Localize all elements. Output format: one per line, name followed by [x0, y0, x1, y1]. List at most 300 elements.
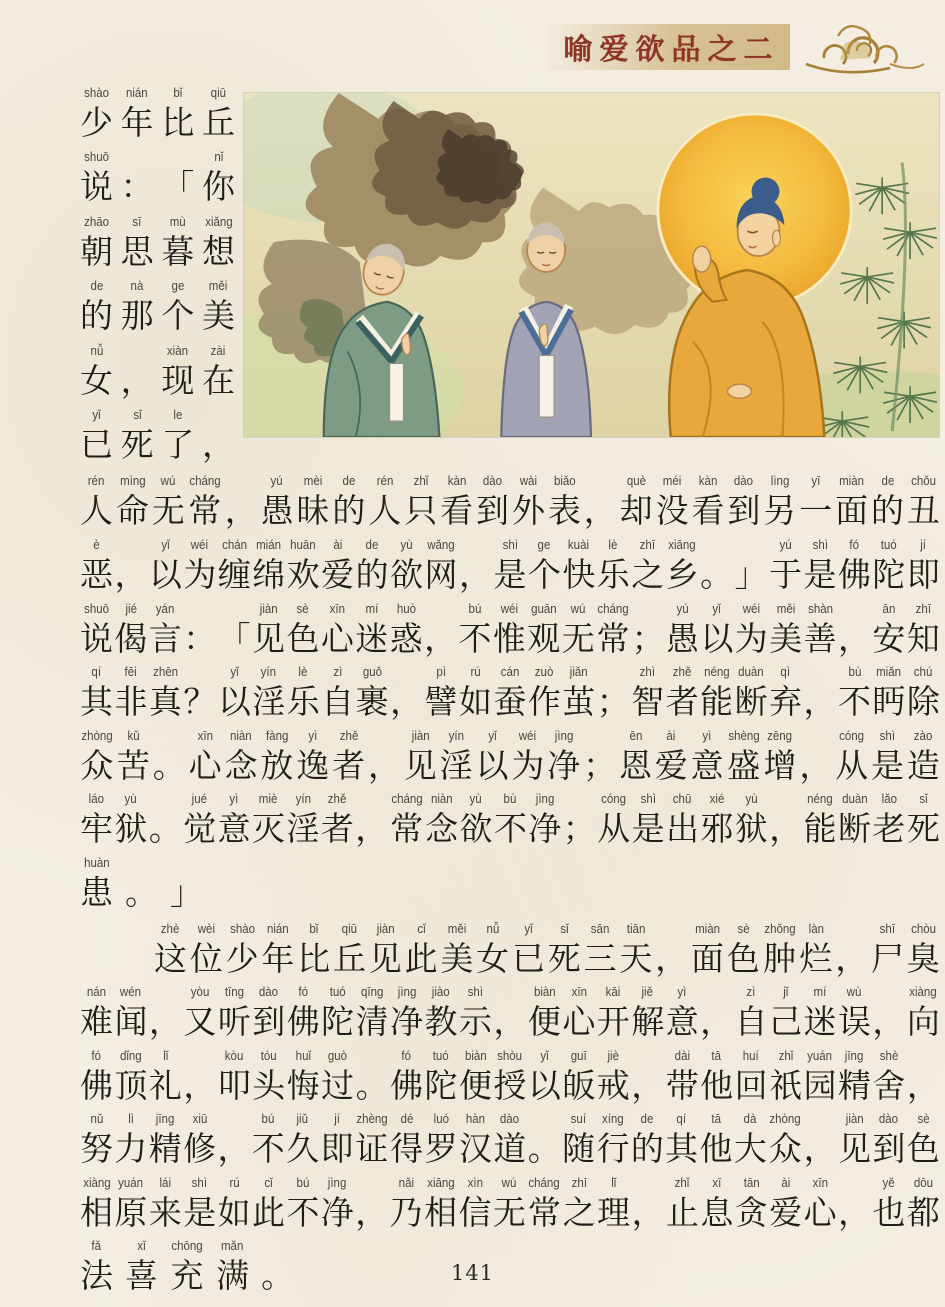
ruby-character: zhě 者 [320, 792, 354, 849]
ruby-character: zhī 之 [562, 1175, 596, 1232]
ruby-character: xiū 修 [183, 1112, 217, 1169]
page-content [80, 85, 940, 1302]
text-line [80, 149, 235, 213]
punctuation: 。 [700, 554, 734, 594]
ruby-character: tān 贪 [734, 1175, 768, 1232]
ruby-character: shì 示 [458, 985, 492, 1042]
text-line [80, 855, 940, 919]
ruby-character: ān 安 [872, 601, 906, 658]
punctuation: ； [596, 682, 630, 722]
ruby-character: láo 牢 [80, 792, 113, 849]
ruby-character: lǐ 礼 [148, 1048, 182, 1105]
ruby-character: yú 于 [769, 537, 803, 594]
punctuation: ， [769, 809, 803, 849]
ruby-character: yín 淫 [286, 792, 320, 849]
ruby-character: nǚ 女 [80, 343, 113, 400]
ruby-character: yú 愚 [665, 601, 699, 658]
ruby-character: wù 误 [837, 985, 871, 1042]
ruby-character: sè 色 [906, 1112, 940, 1169]
ruby-character: zhāo 朝 [80, 214, 113, 271]
ruby-character: yǐ 以 [700, 601, 734, 658]
ruby-character: yì 意 [665, 985, 699, 1042]
ruby-character: shì 是 [803, 537, 837, 594]
ruby-character: lè 乐 [286, 665, 320, 722]
ruby-character: nǔ 努 [80, 1112, 113, 1169]
ruby-character: fó 佛 [286, 985, 320, 1042]
text-line [80, 85, 235, 149]
ruby-character: zhè 这 [154, 921, 187, 978]
ruby-character: yín 淫 [439, 728, 473, 785]
ruby-character: fó 佛 [390, 1048, 424, 1105]
ruby-character: rén 人 [80, 474, 113, 531]
punctuation: ， [803, 682, 837, 722]
ruby-character: jié 偈 [114, 601, 148, 658]
ruby-character: yě 也 [872, 1175, 906, 1232]
ruby-character: dào 到 [252, 985, 286, 1042]
ruby-character: yù 狱 [734, 792, 768, 849]
punctuation: 「 [161, 167, 195, 207]
ruby-character: yòu 又 [183, 985, 217, 1042]
ruby-character: chǒu 丑 [906, 474, 940, 531]
ruby-character: xiàng 向 [906, 985, 940, 1042]
ruby-character: wài 外 [511, 474, 545, 531]
ruby-character: wéi 为 [734, 601, 768, 658]
punctuation: ， [183, 1065, 217, 1105]
ruby-character: měi 美 [769, 601, 803, 658]
ruby-character: dào 到 [727, 474, 761, 531]
ruby-character: kàn 看 [440, 474, 474, 531]
ruby-character: xìn 信 [458, 1175, 492, 1232]
ruby-character: tā 他 [699, 1112, 733, 1169]
ruby-character: néng 能 [803, 792, 837, 849]
ruby-character: le 了 [161, 407, 195, 464]
ruby-character: tā 他 [700, 1048, 734, 1105]
ruby-character: huàn 患 [80, 855, 113, 912]
ruby-character: nǚ 女 [476, 921, 510, 978]
punctuation: ， [700, 1002, 734, 1042]
ruby-character: yī 一 [799, 474, 833, 531]
ruby-character: zēng 增 [763, 728, 797, 785]
ruby-character: chán 缠 [217, 537, 251, 594]
ruby-character: zhě 者 [665, 665, 699, 722]
ruby-character: xíng 行 [596, 1112, 630, 1169]
ruby-character: pì 譬 [424, 665, 458, 722]
paragraph-1 [80, 473, 940, 918]
ruby-character: yuán 园 [803, 1048, 837, 1105]
ruby-character: dào 到 [872, 1112, 906, 1169]
ruby-character: wéi 为 [511, 728, 545, 785]
ruby-character: zì 自 [321, 665, 355, 722]
ruby-character: shuō 说 [80, 601, 113, 658]
ruby-character: tuó 陀 [872, 537, 906, 594]
ruby-character: suí 随 [562, 1112, 596, 1169]
ruby-character: rú 如 [458, 665, 492, 722]
ruby-character: shì 是 [493, 537, 527, 594]
ruby-character: miè 灭 [252, 792, 286, 849]
ruby-character: biǎo 表 [547, 474, 581, 531]
cloud-ornament-icon [778, 10, 928, 82]
ruby-character: xīn 心 [188, 728, 222, 785]
ruby-character: xié 邪 [700, 792, 734, 849]
ruby-character: bù 不 [837, 665, 871, 722]
punctuation: ， [458, 554, 492, 594]
ruby-character: jīng 精 [837, 1048, 871, 1105]
ruby-character: jué 觉 [183, 792, 217, 849]
ruby-character: bú 不 [458, 601, 492, 658]
ruby-character: zhǐ 只 [404, 474, 438, 531]
ruby-character: sī 思 [120, 214, 154, 271]
ruby-character: zào 造 [906, 728, 940, 785]
ruby-character: měi 美 [201, 279, 235, 336]
punctuation: ， [493, 1002, 527, 1042]
ruby-character: lǎo 老 [872, 792, 906, 849]
ruby-character: niàn 念 [224, 728, 258, 785]
ruby-character: duàn 断 [734, 665, 768, 722]
text-line [80, 214, 235, 278]
ruby-character: shàn 善 [803, 601, 837, 658]
ruby-character: lì 力 [114, 1112, 148, 1169]
ruby-character: zhòng 众 [80, 728, 114, 785]
ruby-character: dào 到 [476, 474, 510, 531]
ruby-character: zhǐ 止 [665, 1175, 699, 1232]
ruby-character: nǎi 乃 [389, 1175, 423, 1232]
ruby-character: sǐ 死 [906, 792, 940, 849]
ruby-character: zuò 作 [527, 665, 561, 722]
ruby-character: ēn 恩 [618, 728, 652, 785]
ruby-character: kàn 看 [691, 474, 725, 531]
ruby-character: yì 意 [690, 728, 724, 785]
ruby-character: kòu 叩 [217, 1048, 251, 1105]
ruby-character: yán 言 [148, 601, 182, 658]
ruby-character: kuài 快 [562, 537, 596, 594]
chapter-header-band [546, 24, 790, 70]
ruby-character: xiāng 乡 [665, 537, 699, 594]
ruby-character: tóu 头 [252, 1048, 286, 1105]
ruby-character: cháng 常 [188, 474, 222, 531]
punctuation: ， [838, 1192, 871, 1232]
ruby-character: xiàn 现 [161, 343, 195, 400]
punctuation: ， [355, 809, 389, 849]
ruby-character: zhě 者 [332, 728, 366, 785]
ruby-character: yǐ 以 [475, 728, 509, 785]
punctuation: ， [838, 618, 871, 658]
ruby-character: jí 即 [906, 537, 940, 594]
ruby-character: què 却 [619, 474, 653, 531]
ruby-character: miàn 面 [835, 474, 869, 531]
ruby-character: yín 淫 [252, 665, 286, 722]
ruby-character: fēi 非 [114, 665, 148, 722]
ruby-character: bǐ 比 [297, 921, 331, 978]
ruby-character: jiàn 见 [252, 601, 286, 658]
ruby-character: wén 闻 [114, 985, 148, 1042]
punctuation: 。 [527, 1129, 561, 1169]
ruby-character: jǐ 己 [769, 985, 803, 1042]
ruby-character: fó 佛 [837, 537, 871, 594]
ruby-character: yì 意 [217, 792, 251, 849]
ruby-character: sè 色 [286, 601, 320, 658]
punctuation: ， [367, 745, 401, 785]
ruby-character: zài 在 [201, 343, 235, 400]
ruby-character: zhèng 证 [355, 1112, 389, 1169]
ruby-character: huǐ 悔 [286, 1048, 320, 1105]
ruby-character: de 的 [871, 474, 904, 531]
ruby-character: hàn 汉 [459, 1112, 493, 1169]
ruby-character: yǐ 已 [80, 407, 113, 464]
punctuation: 。 [355, 1065, 389, 1105]
ruby-character: cháng 常 [596, 601, 630, 658]
ruby-character: miǎn 眄 [872, 665, 906, 722]
text-line [80, 278, 235, 342]
ruby-character: bù 不 [493, 792, 527, 849]
ruby-character: yú 愚 [260, 474, 294, 531]
ruby-character: cháng 常 [527, 1175, 561, 1232]
ruby-character: zhī 知 [906, 601, 940, 658]
punctuation: 」 [170, 872, 203, 912]
punctuation: ， [424, 618, 458, 658]
punctuation: ， [217, 1129, 251, 1169]
ruby-character: jiàn 见 [403, 728, 437, 785]
ruby-character: yǐ 已 [511, 921, 545, 978]
ruby-character: dōu 都 [906, 1175, 940, 1232]
ruby-character: qiū 丘 [332, 921, 366, 978]
ruby-character: xiǎng 想 [201, 214, 235, 271]
ruby-character: jìng 净 [528, 792, 562, 849]
ruby-character: sān 三 [583, 921, 617, 978]
ruby-character: yuán 原 [114, 1175, 148, 1232]
ruby-character: dào 道 [493, 1112, 527, 1169]
ruby-character: zhòng 众 [768, 1112, 802, 1169]
text-line [80, 1175, 940, 1239]
text-line [80, 1111, 940, 1175]
ruby-character: biàn 便 [458, 1048, 492, 1105]
ruby-character: huí 回 [734, 1048, 768, 1105]
ruby-character: miàn 面 [690, 921, 724, 978]
ruby-character: dài 带 [665, 1048, 699, 1105]
ruby-character: jìng 净 [320, 1175, 354, 1232]
ruby-character: cóng 从 [835, 728, 869, 785]
ruby-character: ài 爱 [769, 1175, 803, 1232]
ruby-character: nián 年 [261, 921, 295, 978]
punctuation: ； [562, 809, 596, 849]
buddha-illustration [243, 92, 940, 438]
punctuation: ， [224, 491, 258, 531]
punctuation: ， [355, 1192, 389, 1232]
punctuation: 。 [125, 872, 158, 912]
ruby-character: dǐng 顶 [114, 1048, 148, 1105]
ruby-character: huò 惑 [389, 601, 423, 658]
ruby-character: xǐ 喜 [125, 1239, 158, 1296]
ruby-character: yù 狱 [114, 792, 148, 849]
ruby-character: xī 息 [700, 1175, 734, 1232]
ruby-character: de 的 [80, 279, 113, 336]
ruby-character: rú 如 [217, 1175, 251, 1232]
ruby-character: jiǔ 久 [286, 1112, 320, 1169]
punctuation: ， [148, 1002, 182, 1042]
ruby-character: rén 人 [368, 474, 402, 531]
ruby-character: de 的 [355, 537, 389, 594]
ruby-character: dé 得 [390, 1112, 424, 1169]
text-line [80, 664, 940, 728]
ruby-character: jiě 解 [631, 985, 665, 1042]
ruby-character: jìng 净 [390, 985, 424, 1042]
ruby-character: xiāng 相 [424, 1175, 458, 1232]
punctuation: ， [201, 424, 235, 464]
ruby-character: mìng 命 [115, 474, 149, 531]
ruby-character: qí 其 [665, 1112, 699, 1169]
punctuation: 。 [152, 745, 186, 785]
ruby-character: shì 是 [183, 1175, 217, 1232]
ruby-character: shè 舍 [872, 1048, 906, 1105]
ruby-character: zhǒng 肿 [763, 921, 797, 978]
ruby-character: fó 佛 [80, 1048, 113, 1105]
ruby-character: yù 欲 [390, 537, 424, 594]
text-line [80, 921, 940, 985]
ruby-character: zhǐ 祇 [769, 1048, 803, 1105]
text-line [80, 537, 940, 601]
ruby-character: qì 弃 [769, 665, 803, 722]
text-line [80, 791, 940, 855]
text-line [80, 984, 940, 1048]
punctuation: 。 [148, 809, 182, 849]
punctuation: ， [390, 682, 424, 722]
ruby-character: nǐ 你 [201, 150, 235, 207]
ruby-character: xīn 心 [320, 601, 354, 658]
ruby-character: mèi 昧 [296, 474, 330, 531]
ruby-character: shì 是 [631, 792, 665, 849]
ruby-character: jiǎn 茧 [562, 665, 596, 722]
ruby-character: nián 年 [120, 86, 154, 142]
ruby-character: shào 少 [80, 86, 113, 142]
punctuation: ； [631, 618, 665, 658]
ruby-character: guò 过 [321, 1048, 355, 1105]
ruby-character: niàn 念 [425, 792, 459, 849]
ruby-character: shī 尸 [871, 921, 904, 978]
ruby-character: guān 观 [527, 601, 561, 658]
ruby-character: mí 迷 [803, 985, 837, 1042]
ruby-character: zhī 之 [631, 537, 665, 594]
ruby-character: yì 逸 [296, 728, 330, 785]
ruby-character: ge 个 [161, 279, 195, 336]
punctuation: ， [583, 491, 617, 531]
ruby-character: sǐ 死 [547, 921, 581, 978]
ruby-character: fǎ 法 [80, 1239, 113, 1296]
ruby-character: nán 难 [80, 985, 113, 1042]
ruby-character: mù 暮 [161, 214, 195, 271]
ruby-character: chū 出 [665, 792, 699, 849]
ruby-character: mǎn 满 [216, 1239, 250, 1296]
ruby-character: wèi 位 [189, 921, 223, 978]
ruby-character: bǐ 比 [161, 86, 195, 142]
punctuation: ， [872, 1002, 906, 1042]
ruby-character: tuó 陀 [424, 1048, 458, 1105]
ruby-character: qīng 清 [355, 985, 389, 1042]
ruby-character: shì 是 [871, 728, 905, 785]
ruby-character: jīng 精 [148, 1112, 182, 1169]
punctuation: 」 [734, 554, 768, 594]
ruby-character: shèng 盛 [727, 728, 761, 785]
paragraph-2 [80, 921, 940, 1303]
punctuation: ， [835, 938, 869, 978]
ruby-character: tuó 陀 [321, 985, 355, 1042]
ruby-character: wú 无 [492, 1175, 526, 1232]
text-wrap-section [80, 85, 940, 471]
ruby-character: fàng 放 [260, 728, 294, 785]
ruby-character: wú 无 [151, 474, 185, 531]
ruby-character: sè 色 [726, 921, 760, 978]
text-line [80, 407, 235, 471]
ruby-character: jìng 净 [547, 728, 581, 785]
ruby-character: cǐ 此 [404, 921, 438, 978]
ruby-character: méi 没 [655, 474, 689, 531]
punctuation: ， [906, 1065, 940, 1105]
ruby-character: zì 自 [734, 985, 768, 1042]
punctuation: ， [803, 1129, 837, 1169]
ruby-character: yǐ 以 [217, 665, 251, 722]
ruby-character: zhì 智 [631, 665, 665, 722]
text-line [80, 1048, 940, 1112]
punctuation: ， [799, 745, 833, 785]
ruby-character: jiàn 见 [368, 921, 402, 978]
punctuation: ， [655, 938, 689, 978]
text-line [80, 473, 940, 537]
ruby-character: guǒ 裹 [355, 665, 389, 722]
ruby-character: ge 个 [527, 537, 561, 594]
left-text-column [80, 85, 243, 471]
ruby-character: cǐ 此 [252, 1175, 286, 1232]
ruby-character: měi 美 [440, 921, 474, 978]
punctuation: 「 [217, 618, 251, 658]
ruby-character: jiào 教 [424, 985, 458, 1042]
page-number: 141 [450, 1261, 495, 1285]
ruby-character: yù 欲 [459, 792, 493, 849]
ruby-character: lè 乐 [596, 537, 630, 594]
ruby-character: è 恶 [80, 537, 113, 594]
ruby-character: de 的 [332, 474, 366, 531]
ruby-character: xīn 心 [562, 985, 596, 1042]
ruby-character: jí 即 [320, 1112, 354, 1169]
ruby-character: biàn 便 [527, 985, 561, 1042]
ruby-character: huān 欢 [286, 537, 320, 594]
ruby-character: cóng 从 [597, 792, 631, 849]
ruby-character: jiàn 见 [838, 1112, 872, 1169]
ruby-character: néng 能 [700, 665, 734, 722]
punctuation: ， [631, 1192, 665, 1232]
text-line [80, 728, 940, 792]
ruby-character: tiān 天 [619, 921, 653, 978]
ruby-character: duàn 断 [838, 792, 871, 849]
ruby-character: cháng 常 [390, 792, 424, 849]
ruby-character: chòu 臭 [906, 921, 940, 978]
ruby-character: kāi 开 [596, 985, 630, 1042]
ruby-character: tīng 听 [217, 985, 251, 1042]
punctuation: ？ [183, 682, 217, 722]
ruby-character: wú 无 [561, 601, 595, 658]
ruby-character: lái 来 [148, 1175, 182, 1232]
punctuation: ； [583, 745, 617, 785]
ruby-character: wéi 为 [183, 537, 217, 594]
ruby-character: chú 除 [906, 665, 940, 722]
ruby-character: qiū 丘 [201, 86, 235, 142]
ruby-character: lìng 另 [763, 474, 797, 531]
punctuation: ， [114, 554, 148, 594]
ruby-character: sǐ 死 [120, 407, 154, 464]
punctuation: ， [120, 360, 154, 400]
ruby-character: ài 爱 [321, 537, 355, 594]
ruby-character: xīn 心 [803, 1175, 837, 1232]
punctuation: ： [120, 167, 154, 207]
ruby-character: bú 不 [251, 1112, 285, 1169]
page-title: 喻爱欲品之二 [563, 31, 780, 66]
